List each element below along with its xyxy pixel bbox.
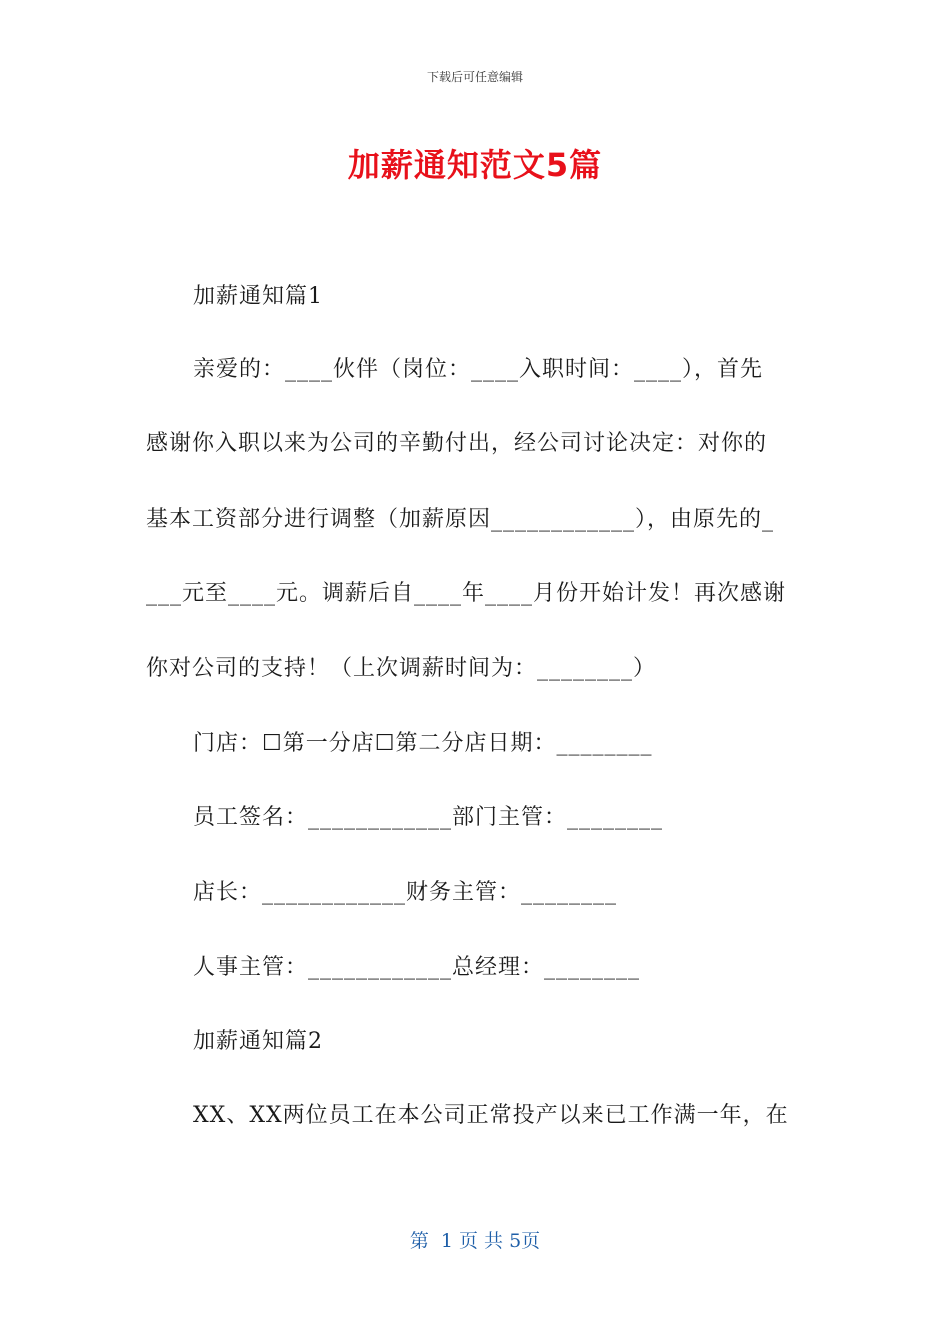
section-heading-2: 加薪通知篇2 bbox=[193, 1029, 323, 1054]
signature-line: 店长：____________财务主管：________ bbox=[193, 880, 618, 905]
store-line: 门店：☐第一分店☐第二分店日期：________ bbox=[193, 731, 653, 756]
header-note: 下载后可任意编辑 bbox=[426, 70, 523, 84]
paragraph-line: XX、XX两位员工在本公司正常投产以来已工作满一年，在 bbox=[193, 1103, 789, 1128]
paragraph-line: 感谢你入职以来为公司的辛勤付出，经公司讨论决定：对你的 bbox=[146, 431, 768, 456]
paragraph-line: ___元至____元。调薪后自____年____月份开始计发！再次感谢 bbox=[146, 581, 787, 606]
document-title: 加薪通知范文5篇 bbox=[347, 146, 603, 184]
signature-line: 员工签名：____________部门主管：________ bbox=[193, 805, 664, 830]
paragraph-line: 你对公司的支持！（上次调薪时间为：________） bbox=[146, 656, 657, 681]
signature-line: 人事主管：____________总经理：________ bbox=[193, 955, 641, 980]
paragraph-line: 基本工资部分进行调整（加薪原因____________），由原先的_ bbox=[146, 507, 775, 532]
paragraph-line: 亲爱的：____伙伴（岗位：____入职时间：____），首先 bbox=[193, 357, 764, 382]
section-heading-1: 加薪通知篇1 bbox=[193, 284, 323, 309]
page-number: 第 1 页 共 5页 bbox=[409, 1230, 541, 1252]
